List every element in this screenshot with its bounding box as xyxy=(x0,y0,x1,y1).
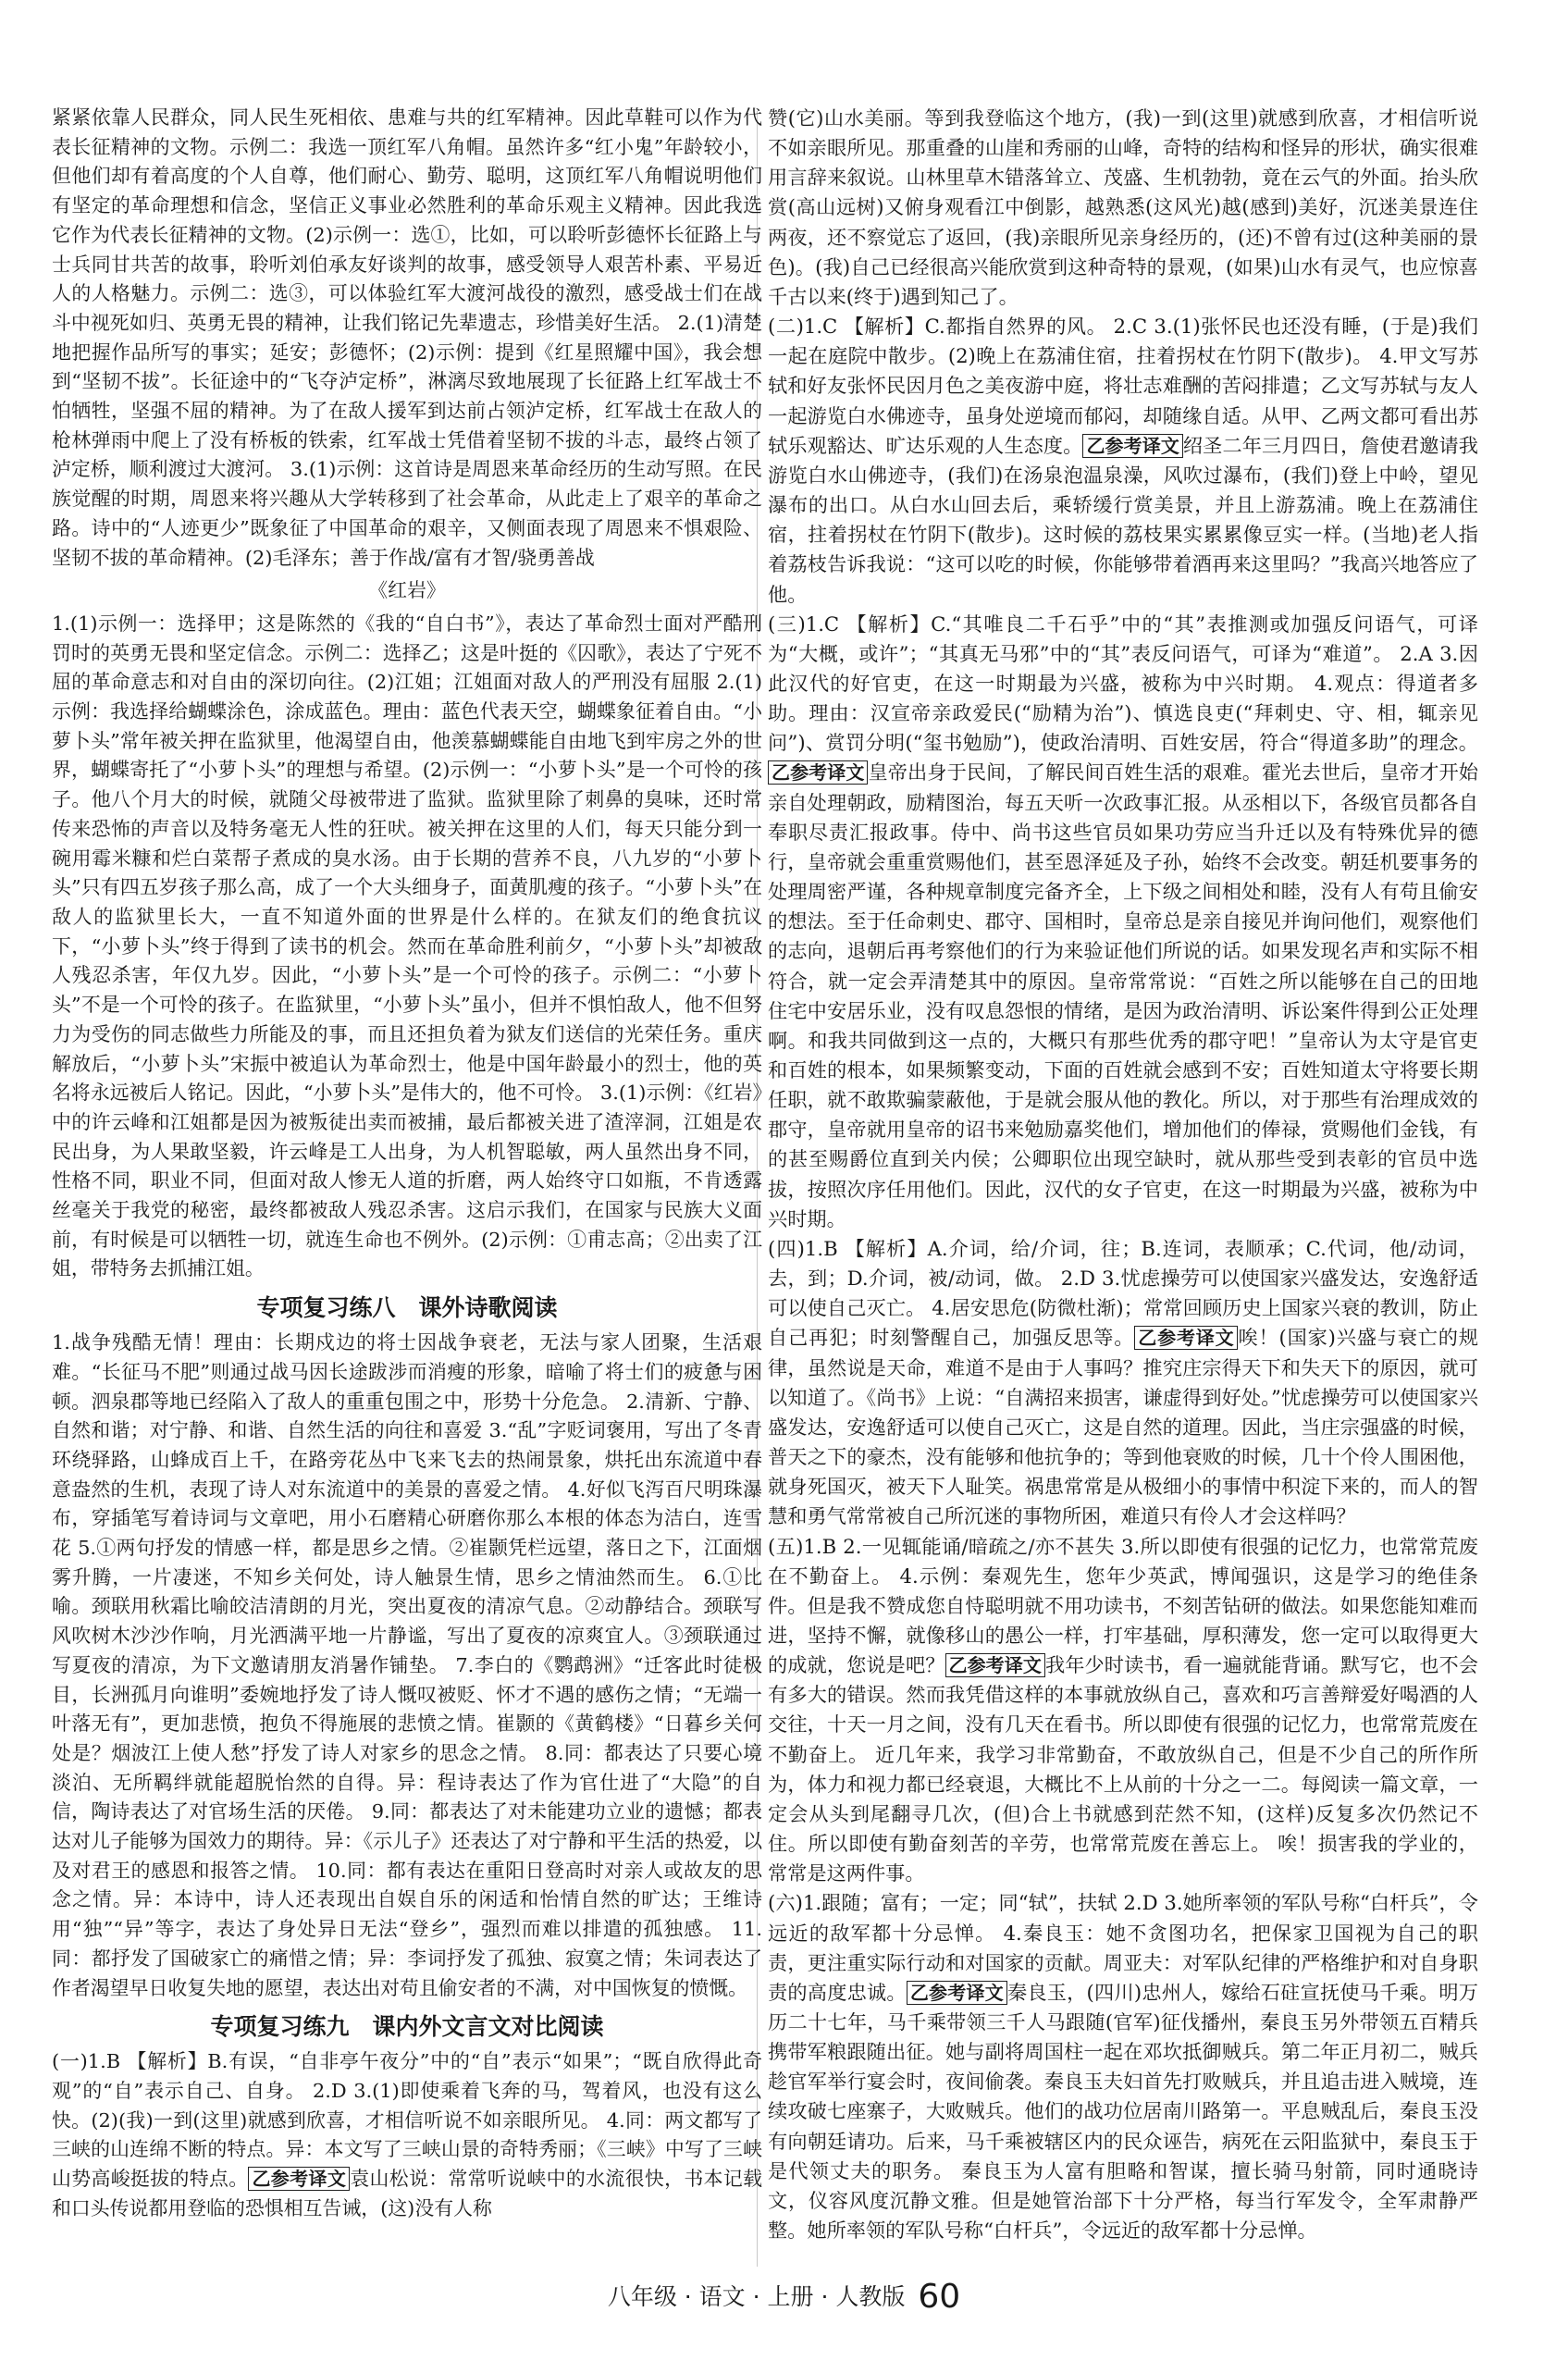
answer-paragraph: 赞(它)山水美丽。等到我登临这个地方，(我)一到(这里)就感到欣喜，才相信听说不如亲眼所见。那重叠的山崖和秀丽的山峰，奇特的结构和怪异的形状，确实很难用言辞来叙说。山林里草木错落耸立、茂盛、生机勃勃，竟在云气的外面。抬头欣赏(高山远树)又俯身观看江中倒影，越熟悉(这风光)越(感到)美好，沉迷美景连住两夜，还不察觉忘了返回，(我)亲眼所见亲身经历的，(还)不曾有过(这种美丽的景色)。(我)自己已经很高兴能欣赏到这种奇特的景观，(如果)山水有灵气，也应惊喜千古以来(终于)遇到知己了。 xyxy=(768,106,1478,308)
translation-text: 我年少时读书，看一遍就能背诵。默写它，也不会有多大的错误。然而我凭借这样的本事就放纵自己，喜欢和巧言善辩爱好喝酒的人交往，十天一月之间，没有几天在看书。所以即使有很强的记忆力，也常常荒废在不勤奋上。 近几年来，我学习非常勤奋，不敢放纵自己，但是不少自己的所作所为，体力和视力都已经衰退，大概比不上从前的十分之一二。每阅读一篇文章，一定会从头到尾翻寻几次，(但)合上书就感到茫然不知，(这样)反复多次仍然记不住。所以即使有勤奋刻苦的辛劳，也常常荒废在善忘上。 唉！损害我的学业的，常常是这两件事。 xyxy=(768,1653,1478,1885)
answer-paragraph xyxy=(768,1234,1478,1532)
answer-text: (四)1.B 【解析】A.介词，给/介词，往；B.连词，表顺承；C.代词，他/动词，去，到；D.介词，被/动词，做。 2.D 3.忧虑操劳可以使国家兴盛发达，安逸舒适可以使自己灭亡。 4.居安思危(防微杜渐)；常常回顾历史上国家兴衰的教训，防止自己再犯；时刻警醒自己，加强反思等。 xyxy=(768,1236,1478,1350)
translation-tag: 乙参考译文 xyxy=(768,760,868,785)
answer-text: (五)1.B 2.一见辄能诵/暗疏之/亦不甚失 3.所以即使有很强的记忆力，也常常荒废在不勤奋上。 4.示例：秦观先生，您年少英武，博闻强识，这是学习的绝佳条件。但是我不赞成您自恃聪明就不用功读书，不刻苦钻研的做法。如果您能知难而进，坚持不懈，就像移山的愚公一样，打牢基础，厚积薄发，您一定可以取得更大的成就，您说是吧？ xyxy=(768,1534,1478,1677)
answer-text: (一)1.B 【解析】B.有误，“自非亭午夜分”中的“自”表示“如果”；“既自欣得此奇观”的“自”表示自己、自身。 2.D 3.(1)即使乘着飞奔的马，驾着风，也没有这么快。(2)(我)一到(这里)就感到欣喜，才相信听说不如亲眼所见。 4.同：两文都写了三峡的山连绵不断的特点。异：本文写了三峡山景的奇特秀丽；《三峡》中写了三峡山势高峻挺拔的特点。 xyxy=(52,2050,762,2191)
answer-paragraph xyxy=(52,2047,762,2223)
answer-paragraph xyxy=(768,1532,1478,1889)
section-subtitle-hongyan: 《红岩》 xyxy=(368,579,446,602)
section-heading-9: 专项复习练九 课内外文言文对比阅读 xyxy=(210,2013,604,2041)
translation-tag: 乙参考译文 xyxy=(907,1981,1007,2005)
translation-text: 秦良玉，(四川)忠州人，嫁给石砫宣抚使马千乘。明万历二十七年，马千乘带领三千人马跟随(官军)征伐播州，秦良玉另外带领五百精兵携带军粮跟随出征。她与副将周国柱一起在邓坎抵御贼兵。第二年正月初二，贼兵趁官军举行宴会时，夜间偷袭。秦良玉夫妇首先打败贼兵，并且追击进入贼境，连续攻破七座寨子，大败贼兵。他们的战功位居南川路第一。平息贼乱后，秦良玉没有向朝廷请功。后来，马千乘被辖区内的民众诬告，病死在云阳监狱中，秦良玉于是代领丈夫的职务。 秦良玉为人富有胆略和智谋，擅长骑马射箭，同时通晓诗文，仪容风度沉静文雅。但是她管治部下十分严格，每当行军发令，全军肃静严整。她所率领的军队号称“白杆兵”，令远近的敌军都十分忌惮。 xyxy=(768,1980,1478,2243)
page-footer xyxy=(0,2278,1568,2316)
answer-paragraph xyxy=(768,312,1478,610)
translation-tag: 乙参考译文 xyxy=(248,2167,350,2191)
answer-paragraph: 1.(1)示例一：选择甲；这是陈然的《我的“自白书”》，表达了革命烈士面对严酷刑罚时的英勇无畏和坚定信念。示例二：选择乙；这是叶挺的《囚歌》，表达了宁死不屈的革命意志和对自由的深切向往。(2)江姐；江姐面对敌人的严刑没有屈服 2.(1)示例：我选择给蝴蝶涂色，涂成蓝色。理由：蓝色代表天空，蝴蝶象征着自由。“小萝卜头”常年被关押在监狱里，他渴望自由，他羡慕蝴蝶能自由地飞到牢房之外的世界，蝴蝶寄托了“小萝卜头”的理想与希望。(2)示例一：“小萝卜头”是一个可怜的孩子。他八个月大的时候，就随父母被带进了监狱。监狱里除了刺鼻的臭味，还时常传来恐怖的声音以及特务毫无人性的狂吠。被关押在这里的人们，每天只能分到一碗用霉米糠和烂白菜帮子煮成的臭水汤。由于长期的营养不良，八九岁的“小萝卜头”只有四五岁孩子那么高，成了一个大头细身子，面黄肌瘦的孩子。“小萝卜头”在敌人的监狱里长大，一直不知道外面的世界是什么样的。在狱友们的绝食抗议下，“小萝卜头”终于得到了读书的机会。然而在革命胜利前夕，“小萝卜头”却被敌人残忍杀害，年仅九岁。因此，“小萝卜头”是一个可怜的孩子。示例二：“小萝卜头”不是一个可怜的孩子。在监狱里，“小萝卜头”虽小，但并不惧怕敌人，他不但努力为受伤的同志做些力所能及的事，而且还担负着为狱友们送信的光荣任务。重庆解放后，“小萝卜头”宋振中被追认为革命烈士，他是中国年龄最小的烈士，他的英名将永远被后人铭记。因此，“小萝卜头”是伟大的，他不可怜。 3.(1)示例：《红岩》中的许云峰和江姐都是因为被叛徒出卖而被捕，最后都被关进了渣滓洞，江姐是农民出身，为人果敢坚毅，许云峰是工人出身，为人机智聪敏，两人虽然出身不同，性格不同，职业不同，但面对敌人惨无人道的折磨，两人始终守口如瓶，不肯透露丝毫关于我党的秘密，最终都被敌人残忍杀害。这启示我们，在国家与民族大义面前，有时候是可以牺牲一切，就连生命也不例外。(2)示例：①甫志高；②出卖了江姐，带特务去抓捕江姐。 xyxy=(52,612,762,1280)
answer-text: (三)1.C 【解析】C.“其唯良二千石乎”中的“其”表推测或加强反问语气，可译为“大概，或许”；“其真无马邪”中的“其”表反问语气，可译为“难道”。 2.A 3.因此汉代的好官吏，在这一时期最为兴盛，被称为中兴时期。 4.观点：得道者多助。理由：汉宣帝亲政爱民(“励精为治”)、慎选良吏(“拜刺史、守、相，辄亲见问”)、赏罚分明(“玺书勉励”)，使政治清明、百姓安居，符合“得道多助”的理念。 xyxy=(768,612,1478,755)
translation-tag: 乙参考译文 xyxy=(1134,1326,1238,1350)
answer-text: (二)1.C 【解析】C.都指自然界的风。 2.C 3.(1)张怀民也还没有睡，(于是)我们一起在庭院中散步。(2)晚上在荔浦住宿，拄着拐杖在竹阴下(散步)。 4.甲文写苏轼和好友张怀民因月色之美夜游中庭，将壮志难酬的苦闷排遣；乙文写苏轼与友人一起游览白水佛迹寺，虽身处逆境而郁闷，却随缘自适。从甲、乙两文都可看出苏轼乐观豁达、旷达乐观的人生态度。 xyxy=(768,315,1478,457)
page-number: 60 xyxy=(918,2278,961,2316)
left-column xyxy=(52,104,762,2224)
translation-text: 袁山松说：常常听说峡中的水流很快，书本记载和口头传说都用登临的恐惧相互告诫，(这)没有人称 xyxy=(52,2168,762,2219)
right-column xyxy=(768,104,1478,2245)
translation-tag: 乙参考译文 xyxy=(945,1653,1045,1677)
answer-paragraph: 1.战争残酷无情！理由：长期戍边的将士因战争衰老，无法与家人团聚，生活艰难。“长征马不肥”则通过战马因长途跋涉而消瘦的形象，暗喻了将士们的疲惫与困顿。泗泉郡等地已经陷入了敌人的重重包围之中，形势十分危急。 2.清新、宁静、自然和谐；对宁静、和谐、自然生活的向往和喜爱 3.“乱”字贬词褒用，写出了冬青环绕驿路，山蜂成百上千，在路旁花丛中飞来飞去的热闹景象，烘托出东流道中春意盎然的生机，表现了诗人对东流道中的美景的喜爱之情。 4.好似飞泻百尺明珠瀑布，穿插笔写着诗词与文章吧，用小石磨精心研磨你那么本根的体态为洁白，连雪花 5.①两句抒发的情感一样，都是思乡之情。②崔颢凭栏远望，落日之下，江面烟雾升腾，一片凄迷，不知乡关何处，诗人触景生情，思乡之情油然而生。 6.①比喻。颈联用秋霜比喻皎洁清朗的月光，突出夏夜的清凉气息。②动静结合。颈联写风吹树木沙沙作响，月光洒满平地一片静谧，写出了夏夜的凉爽宜人。③颈联通过写夏夜的清凉，为下文邀请朋友消暑作铺垫。 7.李白的《鹦鹉洲》“迁客此时徒极目，长洲孤月向谁明”委婉地抒发了诗人慨叹被贬、怀才不遇的感伤之情；“无端一叶落无有”，更加悲愤，抱负不得施展的悲愤之情。崔颢的《黄鹤楼》“日暮乡关何处是？烟波江上使人愁”抒发了诗人对家乡的思念之情。 8.同：都表达了只要心境淡泊、无所羁绊就能超脱怡然的自得。异：程诗表达了作为官仕进了“大隐”的自信，陶诗表达了对官场生活的厌倦。 9.同：都表达了对未能建功立业的遗憾；都表达对儿子能够为国效力的期待。异：《示儿子》还表达了对宁静和平生活的热爱，以及对君王的感恩和报答之情。 10.同：都有表达在重阳日登高时对亲人或故友的思念之情。异：本诗中，诗人还表现出自娱自乐的闲适和怡情自然的旷达；王维诗用“独”“异”等字，表达了身处异日无法“登乡”，强烈而难以排遣的孤独感。 11.同：都抒发了国破家亡的痛惜之情；异：李词抒发了孤独、寂寞之情；朱词表达了作者渴望早日收复失地的愿望，表达出对苟且偷安者的不满，对中国恢复的愤慨。 xyxy=(52,1331,762,1999)
translation-text: 唉！(国家)兴盛与衰亡的规律，虽然说是天命，难道不是由于人事吗？推究庄宗得天下和失天下的原因，就可以知道了。《尚书》上说：“自满招来损害，谦虚得到好处。”忧虑操劳可以使国家兴盛发达，安逸舒适可以使自己灭亡，这是自然的道理。因此，当庄宗强盛的时候，普天之下的豪杰，没有能够和他抗争的；等到他衰败的时候，几十个伶人围困他，就身死国灭，被天下人耻笑。祸患常常是从极细小的事情中积淀下来的，而人的智慧和勇气常常被自己所沉迷的事物所困，难道只有伶人才会这样吗？ xyxy=(768,1326,1478,1528)
translation-tag: 乙参考译文 xyxy=(1082,434,1182,458)
answer-text: (六)1.跟随；富有；一定；同“轼”，扶轼 2.D 3.她所率领的军队号称“白杆兵”，令远近的敌军都十分忌惮。 4.秦良玉：她不贪图功名，把保家卫国视为自己的职责，更注重实际行动和对国家的贡献。周亚夫：对军队纪律的严格维护和对自身职责的高度忠诚。 xyxy=(768,1891,1478,2004)
answer-paragraph: 紧紧依靠人民群众，同人民生死相依、患难与共的红军精神。因此草鞋可以作为代表长征精神的文物。示例二：我选一顶红军八角帽。虽然许多“红小鬼”年龄较小，但他们却有着高度的个人自尊，他们耐心、勤劳、聪明，这顶红军八角帽说明他们有坚定的革命理想和信念，坚信正义事业必然胜利的革命乐观主义精神。因此我选它作为代表长征精神的文物。(2)示例一：选①，比如，可以聆听彭德怀长征路上与士兵同甘共苦的故事，聆听刘伯承友好谈判的故事，感受领导人艰苦朴素、平易近人的人格魅力。示例二：选③，可以体验红军大渡河战役的激烈，感受战士们在战斗中视死如归、英勇无畏的精神，让我们铭记先辈遗志，珍惜美好生活。 2.(1)清楚地把握作品所写的事实；延安；彭德怀；(2)示例：提到《红星照耀中国》，我会想到“坚韧不拔”。长征途中的“飞夺泸定桥”，淋漓尽致地展现了长征路上红军战士不怕牺牲，坚强不屈的精神。为了在敌人援军到达前占领泸定桥，红军战士在敌人的枪林弹雨中爬上了没有桥板的铁索，红军战士凭借着坚韧不拔的斗志，最终占领了泸定桥，顺利渡过大渡河。 3.(1)示例：这首诗是周恩来革命经历的生动写照。在民族觉醒的时期，周恩来将兴趣从大学转移到了社会革命，从此走上了艰辛的革命之路。诗中的“人迹更少”既象征了中国革命的艰辛，又侧面表现了周恩来不惧艰险、坚韧不拔的革命精神。(2)毛泽东；善于作战/富有才智/骁勇善战 xyxy=(52,106,762,569)
translation-text: 皇帝出身于民间，了解民间百姓生活的艰难。霍光去世后，皇帝才开始亲自处理朝政，励精图治，每五天听一次政事汇报。从丞相以下，各级官员都各自奉职尽责汇报政事。侍中、尚书这些官员如果功劳应当升迁以及有特殊优异的德行，皇帝就会重重赏赐他们，甚至恩泽延及子孙，始终不会改变。朝廷机要事务的处理周密严谨，各种规章制度完备齐全，上下级之间相处和睦，没有人有苟且偷安的想法。至于任命刺史、郡守、国相时，皇帝总是亲自接见并询问他们，观察他们的志向，退朝后再考察他们的行为来验证他们所说的话。如果发现名声和实际不相符合，就一定会弄清楚其中的原因。皇帝常常说：“百姓之所以能够在自己的田地住宅中安居乐业，没有叹息怨恨的情绪，是因为政治清明、诉讼案件得到公正处理啊。和我共同做到这一点的，大概只有那些优秀的郡守吧！”皇帝认为太守是官吏和百姓的根本，如果频繁变动，下面的百姓就会感到不安；百姓知道太守将要长期任职，就不敢欺骗蒙蔽他，于是就会服从他的教化。所以，对于那些有治理成效的郡守，皇帝就用皇帝的诏书来勉励嘉奖他们，增加他们的俸禄，赏赐他们金钱，有的甚至赐爵位直到关内侯；公卿职位出现空缺时，就从那些受到表彰的官员中选拔，按照次序任用他们。因此，汉代的女子官吏，在这一时期最为兴盛，被称为中兴时期。 xyxy=(768,760,1478,1230)
translation-text: 绍圣二年三月四日，詹使君邀请我游览白水山佛迹寺，(我们)在汤泉泡温泉澡，风吹过瀑布，(我们)登上中岭，望见瀑布的出口。从白水山回去后，乘轿缓行赏美景，并且上游荔浦。晚上在荔浦住宿，拄着拐杖在竹阴下(散步)。这时候的荔枝果实累累像豆实一样。(当地)老人指着荔枝告诉我说：“这可以吃的时候，你能够带着酒再来这里吗？”我高兴地答应了他。 xyxy=(768,433,1478,606)
answer-paragraph xyxy=(768,1888,1478,2245)
section-heading-8: 专项复习练八 课外诗歌阅读 xyxy=(256,1294,558,1322)
answer-paragraph xyxy=(768,610,1478,1234)
footer-label: 八年级 · 语文 · 上册 · 人教版 xyxy=(607,2283,906,2310)
